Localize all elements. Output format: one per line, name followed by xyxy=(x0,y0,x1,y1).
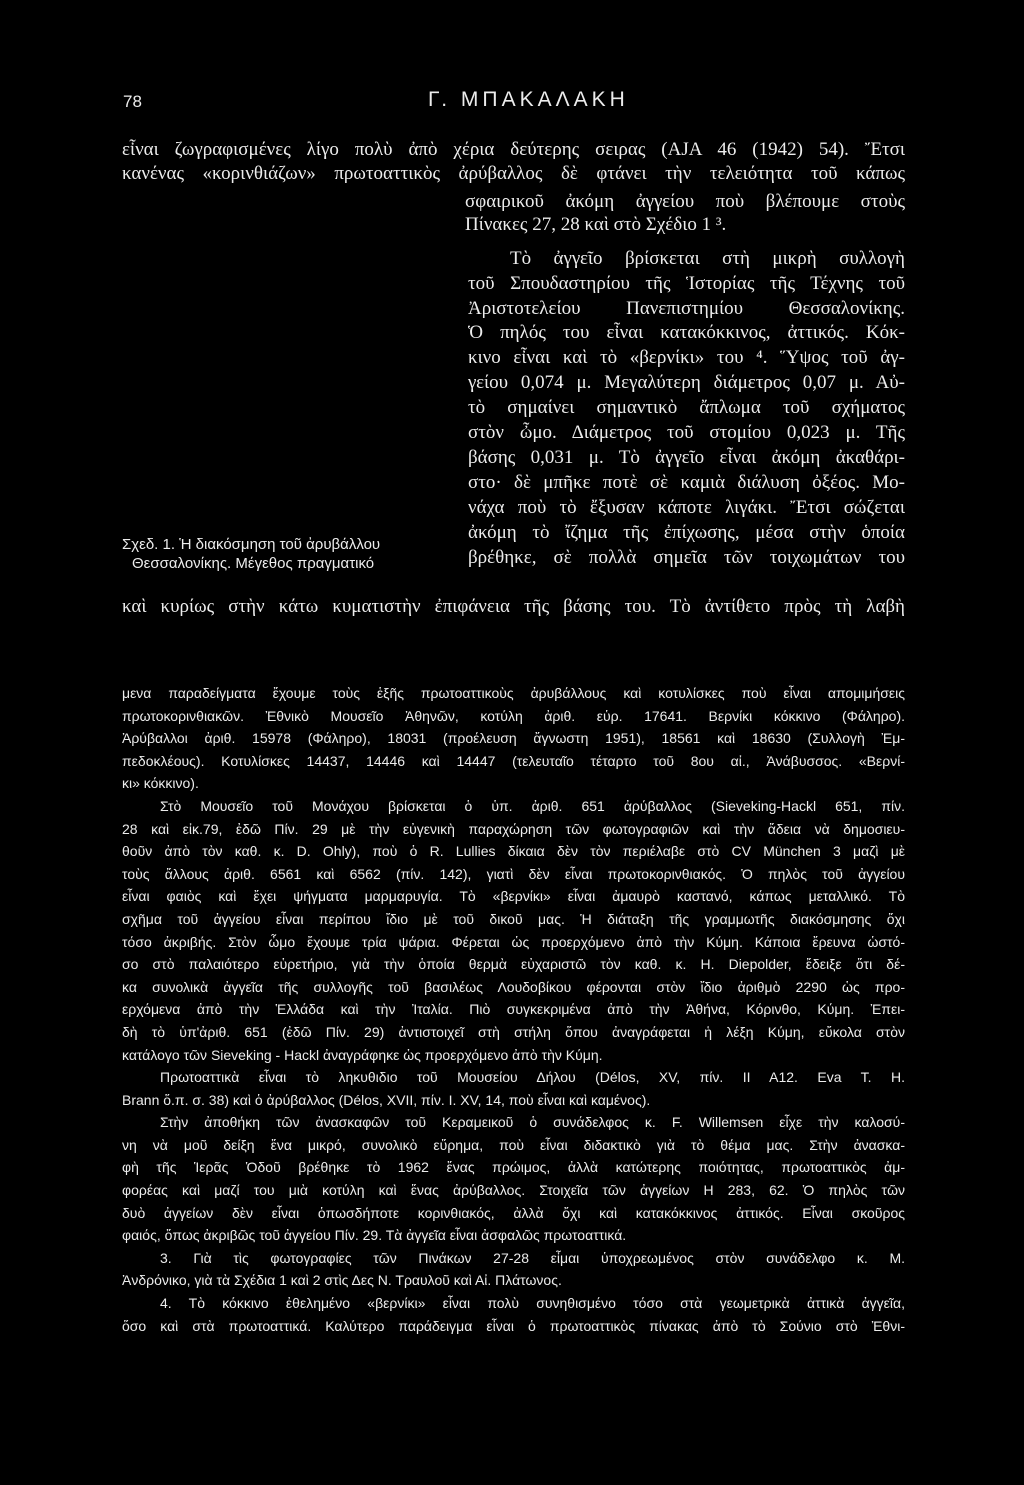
footnote-line: ερχόμενα ἀπὸ τὴν Ἑλλάδα καὶ τὴν Ἰταλία. Πιὸ συγκεκριμένα ἀπὸ τὴν Ἀθήνα, Κόρινθο, Κύμη. Ἐπει- xyxy=(122,1001,905,1018)
footnote-line: τοὺς ἄλλους ἀριθ. 6561 καὶ 6562 (πίν. 142), γιατὶ δὲν εἶναι πρωτοκορινθιακός. Ὁ πηλὸς τοῦ ἀγγείου xyxy=(122,865,905,882)
footnote-line: πεδοκλέους). Κοτυλίσκες 14437, 14446 καὶ 14447 (τελευταῖο τέταρτο τοῦ 8ου αἰ., Ἀνάβυσσος. «Βερνί- xyxy=(122,752,905,769)
footnote-line: τόσο ἀκριβής. Στὸν ὦμο ἔχουμε τρία ψάρια. Φέρεται ὡς προερχόμενο ἀπὸ τὴν Κύμη. Κάποια ἔρευνα ὡστό- xyxy=(122,933,905,950)
figure-caption xyxy=(122,535,442,573)
footnotes xyxy=(122,682,905,1337)
footnote-line: κα συνολικὰ ἀγγεῖα τῆς συλλογῆς τοῦ βασιλέως Λουδοβίκου φέρονται στὸν ἴδιο ἀριθμὸ 2290 ὡς προ- xyxy=(122,978,905,995)
body-line: νάχα ποὺ τὸ ἔξυσαν κάποτε λιγάκι. Ἔτσι σώζεται xyxy=(468,497,905,518)
footnote-line: εἶναι φαιὸς καὶ ἔχει ψήγματα μαρμαρυγία. Τὸ «βερνίκι» εἶναι ἀμαυρὸ καστανό, κάπως μεταλλικό. Τὸ xyxy=(122,888,905,905)
body-line: κινο εἶναι καὶ τὸ «βερνίκι» του ⁴. Ὕψος τοῦ ἀγ- xyxy=(468,347,905,368)
body-line: τοῦ Σπουδαστηρίου τῆς Ἱστορίας τῆς Τέχνης τοῦ xyxy=(468,273,905,294)
footnote-line: Brann ὅ.π. σ. 38) καὶ ὁ ἀρύβαλλος (Délos, XVII, πίν. I. XV, 14, ποὺ εἶναι καὶ καμένος). xyxy=(122,1091,651,1108)
body-line: στὸν ὦμο. Διάμετρος τοῦ στομίου 0,023 μ. Τῆς xyxy=(468,422,905,443)
footnote-line: νη νὰ μοῦ δείξη ἕνα μικρό, συνολικὸ εὕρημα, ποὺ εἶναι διδακτικὸ γιὰ τὸ θέμα μας. Στὴν ἀνασκα- xyxy=(122,1136,905,1153)
footnote-line: Ἀνδρόνικο, γιὰ τὰ Σχέδια 1 καὶ 2 στὶς Δες Ν. Τραυλοῦ καὶ Αἰ. Πλάτωνος. xyxy=(122,1272,562,1289)
body-line: κανένας «κορινθιάζων» πρωτοαττικὸς ἀρύβαλλος δὲ φτάνει τὴν τελειότητα τοῦ κάπως xyxy=(122,163,905,184)
footnote-line: Στὴν ἀποθήκη τῶν ἀνασκαφῶν τοῦ Κεραμεικοῦ ὁ συνάδελφος κ. F. Willemsen εἶχε τὴν καλοσύ- xyxy=(160,1114,905,1131)
footnote-line: κατάλογο τῶν Sieveking - Hackl ἀναγράφηκε ὡς προερχόμενο ἀπὸ τὴν Κύμη. xyxy=(122,1046,603,1063)
body-line: ἀκόμη τὸ ἴζημα τῆς ἐπίχωσης, μέσα στὴν ὁποία xyxy=(468,522,905,543)
body-line: βρέθηκε, σὲ πολλὰ σημεῖα τῶν τοιχωμάτων του xyxy=(468,547,905,568)
footnote-line: Ἀρύβαλλοι ἀριθ. 15978 (Φάληρο), 18031 (προέλευση ἄγνωστη 1951), 18561 καὶ 18630 (Συλλογὴ Ἐμ- xyxy=(122,730,905,747)
footnote-line: φορέας καὶ μαζί του μιὰ κοτύλη καὶ ἕνας ἀρύβαλλος. Στοιχεῖα τῶν ἀγγείων H 283, 62. Ὁ πηλὸς τῶν xyxy=(122,1182,905,1199)
footnote-line: 4. Τὸ κόκκινο ἐθελημένο «βερνίκι» εἶναι πολὺ συνηθισμένο τόσο στὰ γεωμετρικὰ ἀττικὰ ἀγγεῖα, xyxy=(160,1295,905,1312)
footnote-line: 3. Γιὰ τὶς φωτογραφίες τῶν Πινάκων 27-28 εἶμαι ὑποχρεωμένος στὸν συνάδελφο κ. Μ. xyxy=(160,1249,905,1266)
footnote-line: Στὸ Μουσεῖο τοῦ Μονάχου βρίσκεται ὁ ὑπ. ἀριθ. 651 ἀρύβαλλος (Sieveking-Hackl 651, πίν. xyxy=(160,797,905,814)
body-line: σφαιρικοῦ ἀκόμη ἀγγείου ποὺ βλέπουμε στοὺς xyxy=(465,191,905,212)
body-line: βάσης 0,031 μ. Τὸ ἀγγεῖο εἶναι ἀκόμη ἀκαθάρι- xyxy=(468,447,905,468)
footnote-line: Πρωτοαττικὰ εἶναι τὸ ληκυθιδιο τοῦ Μουσείου Δήλου (Délos, XV, πίν. II A12. Eva T. H. xyxy=(160,1069,905,1086)
page-number: 78 xyxy=(123,92,142,111)
footnote-line: 28 καὶ εἰκ.79, ἐδῶ Πίν. 29 μὲ τὴν εὐγενικὴ παραχώρηση τῶν φωτογραφιῶν καὶ τὴν ἄδεια νὰ δημοσιευ- xyxy=(122,820,905,837)
body-line: στο· δὲ μπῆκε ποτὲ σὲ καμιὰ διάλυση ὀξέος. Μο- xyxy=(468,472,905,493)
footnote-line: μενα παραδείγματα ἔχουμε τοὺς ἑξῆς πρωτοαττικοὺς ἀρυβάλλους καὶ κοτυλίσκες ποὺ εἶναι απομιμήσεις xyxy=(122,685,905,701)
body-line: Ἀριστοτελείου Πανεπιστημίου Θεσσαλονίκης. xyxy=(468,298,905,319)
footnote-line: δυὸ ἀγγείων δὲν εἶναι ὁπωσδήποτε κορινθιακός, ἀλλὰ ὄχι καὶ κατακόκκινος ἀττικός. Εἶναι σκοῦρος xyxy=(122,1204,905,1221)
footnote-line: σχῆμα τοῦ ἀγγείου εἶναι περίπου ἴδιο μὲ τοῦ δικοῦ μας. Ἡ διάταξη τῆς γραμμωτῆς διακόσμησης ὄχι xyxy=(122,910,905,927)
footnote-line: θοῦν ἀπὸ τὸν καθ. κ. D. Ohly), ποὺ ὁ R. Lullies δίκαια δὲν τὸν περιέλαβε στὸ CV München 3 μαζὶ μὲ xyxy=(122,843,905,860)
footnote-line: σο στὸ παλαιότερο εὑρετήριο, γιὰ τὴν ὁποία θερμὰ εὐχαριστῶ τὸν καθ. κ. H. Diepolder, ἔδειξε ὅτι δέ- xyxy=(122,956,905,973)
running-head: Γ. ΜΠΑΚΑΛΑΚΗ xyxy=(428,88,629,111)
caption-line: Θεσσαλονίκης. Μέγεθος πραγματικό xyxy=(132,555,375,572)
footnote-line: φὴ τῆς Ἱερᾶς Ὁδοῦ βρέθηκε τὸ 1962 ἕνας πρώιμος, ἀλλὰ κατώτερης ποιότητας, πρωτοαττικὸς ἀμ- xyxy=(122,1159,905,1176)
body-line: Τὸ ἀγγεῖο βρίσκεται στὴ μικρὴ συλλογὴ xyxy=(510,248,905,269)
caption-line: Σχεδ. 1. Ἡ διακόσμηση τοῦ ἀρυβάλλου xyxy=(122,536,381,553)
footnote-line: κι» κόκκινο). xyxy=(122,775,199,792)
body-line: καὶ κυρίως στὴν κάτω κυματιστὴν ἐπιφάνεια τῆς βάσης του. Τὸ ἀντίθετο πρὸς τὴ λαβὴ xyxy=(122,596,905,617)
footnote-line: πρωτοκορινθιακῶν. Ἐθνικὸ Μουσεῖο Ἀθηνῶν, κοτύλη ἀριθ. εὑρ. 17641. Βερνίκι κόκκινο (Φάληρο). xyxy=(122,707,905,724)
body-line: εἶναι ζωγραφισμένες λίγο πολὺ ἀπὸ χέρια δεύτερης σειρας (ΑJA 46 (1942) 54). Ἔτσι xyxy=(122,139,905,160)
footnote-line: ὅσο καὶ στὰ πρωτοαττικά. Καλύτερο παράδειγμα εἶναι ὁ πρωτοαττικὸς πίνακας ἀπὸ τὸ Σούνιο στὸ Ἐθνι- xyxy=(122,1317,905,1334)
body-line: τὸ σημαίνει σημαντικὸ ἄπλωμα τοῦ σχήματος xyxy=(468,397,905,418)
body-line: γείου 0,074 μ. Μεγαλύτερη διάμετρος 0,07 μ. Αὐ- xyxy=(468,372,905,393)
body-line: Ὁ πηλός του εἶναι κατακόκκινος, ἀττικός. Κόκ- xyxy=(468,322,905,343)
footnote-line: δὴ τὸ ὑπ'ἀριθ. 651 (ἐδῶ Πίν. 29) ἀντιστοιχεῖ στὴ στήλη ὅπου ἀναγράφεται ἡ λέξη Κύμη, εὔκολα στὸν xyxy=(122,1023,905,1040)
footnote-line: φαιός, ὅπως ἀκριβῶς τοῦ ἀγγείου Πίν. 29. Τὰ ἀγγεῖα εἶναι ἀσφαλῶς πρωτοαττικά. xyxy=(122,1227,627,1244)
body-line: Πίνακες 27, 28 καὶ στὸ Σχέδιο 1 ³. xyxy=(465,214,727,235)
